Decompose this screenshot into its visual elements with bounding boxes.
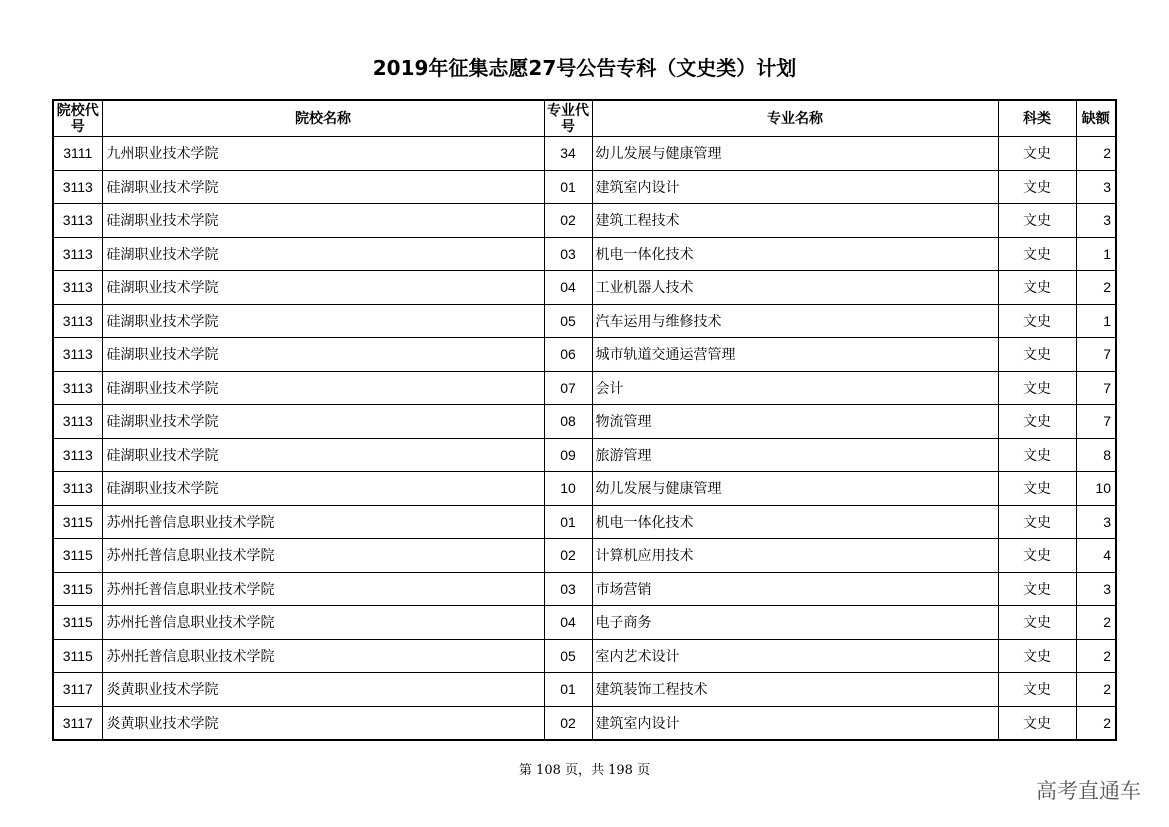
cell-category: 文史 [998, 639, 1076, 673]
cell-major-name: 电子商务 [592, 606, 998, 640]
cell-major-name: 城市轨道交通运营管理 [592, 338, 998, 372]
cell-school-code: 3113 [53, 204, 102, 238]
cell-major-name: 建筑室内设计 [592, 170, 998, 204]
cell-category: 文史 [998, 304, 1076, 338]
cell-category: 文史 [998, 204, 1076, 238]
cell-category: 文史 [998, 572, 1076, 606]
cell-category: 文史 [998, 237, 1076, 271]
cell-quota: 2 [1076, 271, 1116, 305]
cell-quota: 2 [1076, 137, 1116, 171]
cell-major-name: 旅游管理 [592, 438, 998, 472]
cell-major-code: 04 [544, 271, 592, 305]
cell-quota: 1 [1076, 304, 1116, 338]
cell-category: 文史 [998, 472, 1076, 506]
cell-quota: 3 [1076, 204, 1116, 238]
cell-major-code: 04 [544, 606, 592, 640]
cell-quota: 2 [1076, 606, 1116, 640]
header-quota: 缺额 [1076, 100, 1116, 137]
table-row [53, 606, 1116, 640]
cell-school-code: 3115 [53, 539, 102, 573]
cell-school-name: 炎黄职业技术学院 [102, 706, 544, 740]
cell-school-code: 3117 [53, 706, 102, 740]
cell-school-code: 3117 [53, 673, 102, 707]
cell-category: 文史 [998, 271, 1076, 305]
cell-school-name: 硅湖职业技术学院 [102, 338, 544, 372]
cell-category: 文史 [998, 371, 1076, 405]
header-category: 科类 [998, 100, 1076, 137]
cell-school-name: 苏州托普信息职业技术学院 [102, 505, 544, 539]
cell-school-name: 硅湖职业技术学院 [102, 438, 544, 472]
cell-major-code: 09 [544, 438, 592, 472]
table-row [53, 673, 1116, 707]
table-row [53, 170, 1116, 204]
table-row [53, 237, 1116, 271]
cell-quota: 2 [1076, 673, 1116, 707]
cell-school-code: 3113 [53, 304, 102, 338]
cell-category: 文史 [998, 673, 1076, 707]
cell-major-code: 05 [544, 304, 592, 338]
cell-major-code: 10 [544, 472, 592, 506]
table-row [53, 472, 1116, 506]
cell-school-code: 3113 [53, 405, 102, 439]
cell-school-code: 3113 [53, 438, 102, 472]
table-row [53, 505, 1116, 539]
cell-school-name: 硅湖职业技术学院 [102, 204, 544, 238]
cell-major-name: 计算机应用技术 [592, 539, 998, 573]
cell-major-code: 07 [544, 371, 592, 405]
page-footer: 第 108 页，共 198 页 [518, 763, 651, 778]
cell-quota: 3 [1076, 572, 1116, 606]
cell-school-code: 3115 [53, 639, 102, 673]
cell-school-name: 苏州托普信息职业技术学院 [102, 539, 544, 573]
cell-school-code: 3115 [53, 505, 102, 539]
table-row [53, 405, 1116, 439]
cell-school-code: 3113 [53, 170, 102, 204]
page-title: 2019年征集志愿27号公告专科（文史类）计划 [372, 56, 797, 80]
cell-category: 文史 [998, 505, 1076, 539]
cell-category: 文史 [998, 539, 1076, 573]
watermark-logo: 高考直通车 [1036, 779, 1141, 803]
cell-school-name: 苏州托普信息职业技术学院 [102, 572, 544, 606]
cell-major-code: 05 [544, 639, 592, 673]
table-header-row [53, 100, 1116, 137]
cell-major-name: 幼儿发展与健康管理 [592, 137, 998, 171]
cell-school-name: 硅湖职业技术学院 [102, 405, 544, 439]
cell-major-name: 室内艺术设计 [592, 639, 998, 673]
cell-school-name: 硅湖职业技术学院 [102, 472, 544, 506]
header-major-name: 专业名称 [592, 100, 998, 137]
cell-quota: 7 [1076, 405, 1116, 439]
cell-school-code: 3115 [53, 606, 102, 640]
cell-quota: 3 [1076, 505, 1116, 539]
header-major-code: 专业代号 [544, 100, 592, 137]
table-row [53, 304, 1116, 338]
table-row [53, 204, 1116, 238]
cell-major-name: 市场营销 [592, 572, 998, 606]
table-row [53, 539, 1116, 573]
cell-category: 文史 [998, 137, 1076, 171]
cell-category: 文史 [998, 438, 1076, 472]
table-row [53, 271, 1116, 305]
header-school-code: 院校代号 [53, 100, 102, 137]
cell-school-name: 硅湖职业技术学院 [102, 371, 544, 405]
cell-major-name: 汽车运用与维修技术 [592, 304, 998, 338]
cell-category: 文史 [998, 338, 1076, 372]
cell-major-name: 机电一体化技术 [592, 237, 998, 271]
cell-school-code: 3115 [53, 572, 102, 606]
table-row [53, 338, 1116, 372]
cell-school-code: 3113 [53, 237, 102, 271]
cell-major-code: 01 [544, 505, 592, 539]
cell-quota: 1 [1076, 237, 1116, 271]
cell-major-code: 34 [544, 137, 592, 171]
cell-school-name: 硅湖职业技术学院 [102, 237, 544, 271]
cell-quota: 7 [1076, 371, 1116, 405]
cell-school-name: 硅湖职业技术学院 [102, 170, 544, 204]
cell-major-code: 02 [544, 204, 592, 238]
cell-quota: 10 [1076, 472, 1116, 506]
cell-major-code: 03 [544, 572, 592, 606]
cell-major-name: 工业机器人技术 [592, 271, 998, 305]
cell-major-code: 03 [544, 237, 592, 271]
plan-table [52, 99, 1117, 741]
cell-school-name: 苏州托普信息职业技术学院 [102, 606, 544, 640]
cell-major-code: 02 [544, 539, 592, 573]
cell-category: 文史 [998, 706, 1076, 740]
cell-school-code: 3111 [53, 137, 102, 171]
cell-school-name: 苏州托普信息职业技术学院 [102, 639, 544, 673]
table-row [53, 639, 1116, 673]
cell-quota: 4 [1076, 539, 1116, 573]
table-row [53, 572, 1116, 606]
cell-major-code: 01 [544, 673, 592, 707]
cell-category: 文史 [998, 405, 1076, 439]
cell-major-name: 会计 [592, 371, 998, 405]
table-row [53, 371, 1116, 405]
cell-major-code: 02 [544, 706, 592, 740]
cell-major-name: 建筑工程技术 [592, 204, 998, 238]
cell-major-name: 建筑室内设计 [592, 706, 998, 740]
cell-school-code: 3113 [53, 338, 102, 372]
cell-major-name: 建筑装饰工程技术 [592, 673, 998, 707]
cell-major-name: 幼儿发展与健康管理 [592, 472, 998, 506]
cell-school-name: 九州职业技术学院 [102, 137, 544, 171]
table-row [53, 137, 1116, 171]
cell-major-name: 机电一体化技术 [592, 505, 998, 539]
header-school-name: 院校名称 [102, 100, 544, 137]
cell-major-code: 08 [544, 405, 592, 439]
cell-quota: 2 [1076, 706, 1116, 740]
table-row [53, 438, 1116, 472]
cell-school-name: 炎黄职业技术学院 [102, 673, 544, 707]
cell-school-name: 硅湖职业技术学院 [102, 304, 544, 338]
cell-major-name: 物流管理 [592, 405, 998, 439]
cell-school-code: 3113 [53, 472, 102, 506]
cell-school-code: 3113 [53, 371, 102, 405]
cell-school-name: 硅湖职业技术学院 [102, 271, 544, 305]
cell-major-code: 01 [544, 170, 592, 204]
cell-quota: 2 [1076, 639, 1116, 673]
cell-quota: 3 [1076, 170, 1116, 204]
cell-category: 文史 [998, 170, 1076, 204]
cell-quota: 7 [1076, 338, 1116, 372]
cell-school-code: 3113 [53, 271, 102, 305]
cell-quota: 8 [1076, 438, 1116, 472]
table-row [53, 706, 1116, 740]
cell-category: 文史 [998, 606, 1076, 640]
cell-major-code: 06 [544, 338, 592, 372]
